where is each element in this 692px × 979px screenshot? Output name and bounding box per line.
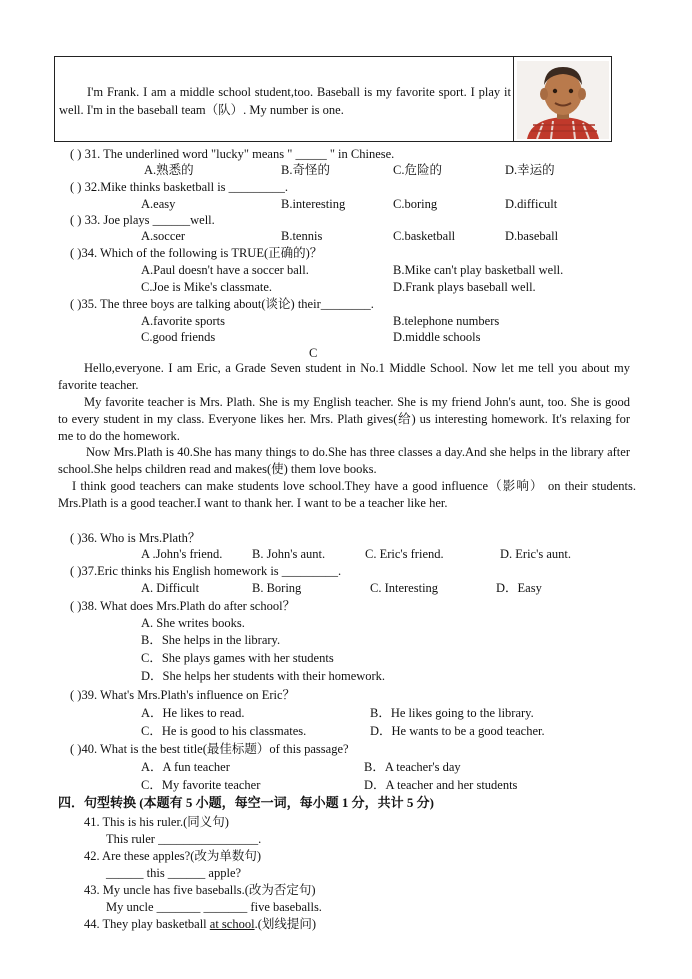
question-32-option-a: A.easy [141,197,176,211]
passage-paragraph-3: Now Mrs.Plath is 40.She has many things to do.She has three classes a day.And she helps in the library after school.She helps children read and makes(使) them love books. [58,445,630,476]
question-40-stem: ( )40. What is the best title(最佳标题）of this passage? [70,742,349,756]
question-40-option-c: C．My favorite teacher [141,778,261,792]
question-44-text: 44. They play basketball [84,917,210,931]
question-36-option-a: A .John's friend. [141,547,223,561]
question-32-stem: ( ) 32.Mike thinks basketball is _________. [70,180,289,194]
question-31-option-b: B.奇怪的 [281,163,330,177]
passage-label: C [309,346,318,360]
question-40-option-b: B．A teacher's day [364,760,461,774]
question-34-option-a: A.Paul doesn't have a soccer ball. [141,263,309,277]
question-38-stem: ( )38. What does Mrs.Plath do after school？ [70,599,296,613]
bio-text: I'm Frank. I am a middle school student,too. Baseball is my favorite sport. I play it well. I'm in the baseball team（队）. My number is one. [59,85,511,117]
question-38-option-b: B．She helps in the library. [141,633,281,647]
question-33-option-a: A.soccer [141,229,186,243]
question-40-option-a: A．A fun teacher [141,760,230,774]
question-34-option-c: C.Joe is Mike's classmate. [141,280,273,294]
question-39-option-d: D．He wants to be a good teacher. [370,724,545,738]
question-35-option-a: A.favorite sports [141,314,226,328]
question-39-option-c: C．He is good to his classmates. [141,724,307,738]
question-42-stem: 42. Are these apples?(改为单数句) [84,849,262,863]
question-35-option-c: C.good friends [141,330,216,344]
question-36-stem: ( )36. Who is Mrs.Plath？ [70,531,201,545]
boy-photo [517,61,609,139]
question-37-option-c: C. Interesting [370,581,439,595]
question-39-stem: ( )39. What's Mrs.Plath's influence on Eric？ [70,688,296,702]
passage-paragraph-2: My favorite teacher is Mrs. Plath. She is my English teacher. She is my friend John's aunt, too. She is good to every student in my class. Everyone likes her. Mrs. Plath gives(给) us interesting homework. It's relaxing for me to do the homework. [58,395,630,443]
question-38-option-d: D．She helps her students with their homework. [141,669,386,683]
question-36-option-d: D. Eric's aunt. [500,547,571,561]
question-37-stem: ( )37.Eric thinks his English homework is _________. [70,564,342,578]
question-34-stem: ( )34. Which of the following is TRUE(正确的)？ [70,246,323,260]
question-43-answer-line: My uncle _______ _______ five baseballs. [106,900,322,914]
question-44-underlined-phrase: at school [209,917,255,931]
question-40-option-d: D．A teacher and her students [364,778,518,792]
question-32-option-b: B.interesting [281,197,346,211]
question-35-option-d: D.middle schools [393,330,481,344]
question-31-option-a: A.熟悉的 [144,163,194,177]
question-34-option-b: B.Mike can't play basketball well. [393,263,564,277]
passage-paragraph-4: I think good teachers can make students love school.They have a good influence（影响） on their students. Mrs.Plath is a good teacher.I want to thank her. I want to be a teacher like her. [58,479,636,510]
question-39-option-a: A．He likes to read. [141,706,245,720]
question-36-option-b: B. John's aunt. [252,547,326,561]
question-38-option-c: C．She plays games with her students [141,651,334,665]
question-44-stem [84,916,316,932]
passage-paragraph-1: Hello,everyone. I am Eric, a Grade Seven student in No.1 Middle School. Now let me tell you about my favorite teacher. [58,361,630,392]
bio-divider [513,57,514,141]
question-31-stem: ( ) 31. The underlined word "lucky" means " _____ " in Chinese. [70,147,395,161]
question-38-option-a: A. She writes books. [141,616,245,630]
question-41-answer-line: This ruler ________________. [106,832,262,846]
question-35-stem: ( )35. The three boys are talking about(谈论) their________. [70,297,374,311]
question-37-option-d: D．Easy [496,581,542,595]
question-34-option-d: D.Frank plays baseball well. [393,280,536,294]
question-42-answer-line: ______ this ______ apple? [106,866,242,880]
question-35-option-b: B.telephone numbers [393,314,500,328]
question-37-option-a: A. Difficult [141,581,200,595]
question-31-option-c: C.危险的 [393,163,442,177]
question-32-option-d: D.difficult [505,197,558,211]
question-41-stem: 41. This is his ruler.(同义句) [84,815,229,829]
question-37-option-b: B. Boring [252,581,302,595]
question-43-stem: 43. My uncle has five baseballs.(改为否定句) [84,883,316,897]
question-33-option-b: B.tennis [281,229,323,243]
question-33-option-c: C.basketball [393,229,456,243]
question-44-instruction: .(划线提问) [254,917,317,931]
question-33-option-d: D.baseball [505,229,559,243]
question-32-option-c: C.boring [393,197,438,211]
section-4-title: 四．句型转换 (本题有 5 小题，每空一词，每小题 1 分，共计 5 分) [58,795,434,810]
question-31-option-d: D.幸运的 [505,163,555,177]
question-36-option-c: C. Eric's friend. [365,547,444,561]
bio-box [54,56,612,142]
question-39-option-b: B．He likes going to the library. [370,706,534,720]
question-33-stem: ( ) 33. Joe plays ______well. [70,213,215,227]
